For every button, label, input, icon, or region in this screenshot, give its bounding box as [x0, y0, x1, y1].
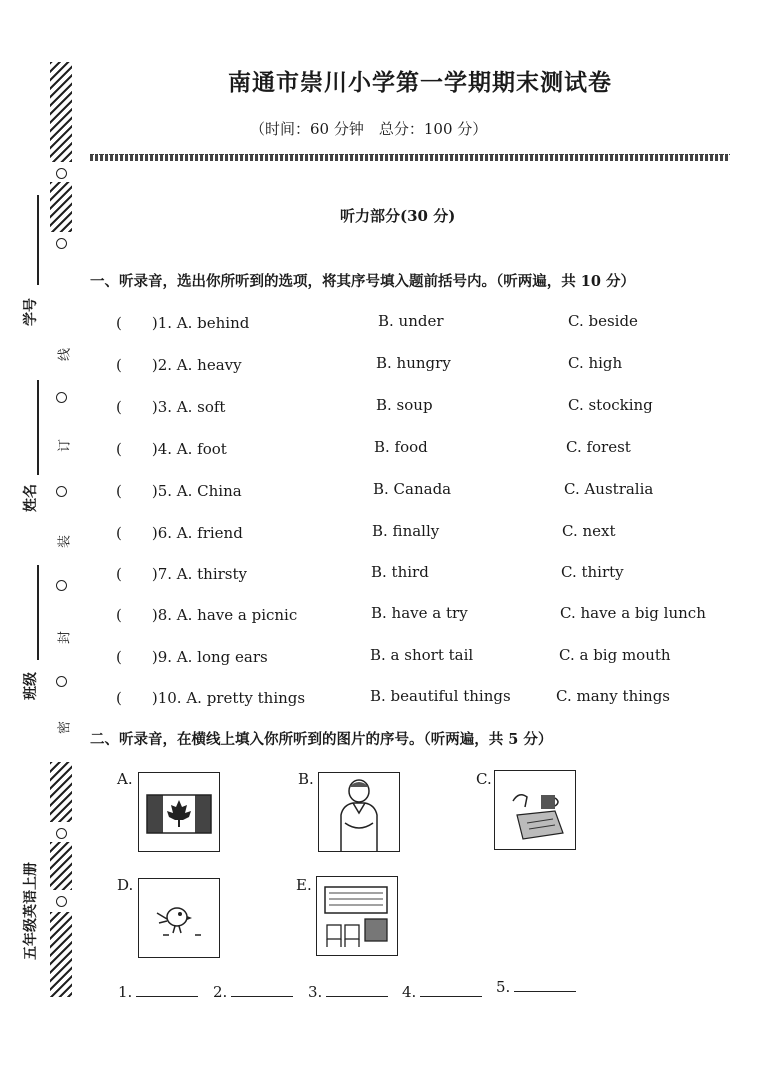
field-line — [37, 565, 39, 660]
binding-hole — [56, 828, 67, 839]
answer-blank[interactable] — [496, 978, 576, 996]
question-row — [116, 396, 736, 418]
binding-hatch — [50, 842, 72, 890]
question-row — [116, 354, 736, 376]
blank-number: 4. — [402, 983, 417, 1001]
option-a: ( )3. A. soft — [116, 398, 226, 416]
name-label: 姓名 — [23, 484, 39, 512]
option-a: ( )1. A. behind — [116, 314, 250, 332]
question-row — [116, 522, 736, 544]
divider — [90, 154, 730, 161]
option-a: ( )4. A. foot — [116, 440, 227, 458]
binding-word: 密 — [57, 721, 73, 735]
picture-label: C. — [476, 770, 492, 788]
exam-info: （时间：60 分钟 总分：100 分） — [250, 120, 488, 138]
binding-hole — [56, 676, 67, 687]
option-b: B. third — [371, 563, 429, 581]
page-title: 南通市崇川小学第一学期期末测试卷 — [228, 69, 612, 96]
option-b: B. a short tail — [370, 646, 474, 664]
blank-line[interactable] — [420, 984, 482, 997]
classroom-icon — [316, 876, 398, 956]
blank-line[interactable] — [231, 984, 293, 997]
question-row — [116, 312, 736, 334]
binding-hole — [56, 486, 67, 497]
binding-hole — [56, 168, 67, 179]
question-row — [116, 687, 736, 709]
option-b: B. finally — [372, 522, 440, 540]
blank-number: 1. — [118, 983, 133, 1001]
binding-hatch — [50, 762, 72, 822]
option-a: ( )8. A. have a picnic — [116, 606, 298, 624]
part1-heading: 一、听录音，选出你所听到的选项，将其序号填入题前括号内。（听两遍，共 10 分） — [90, 273, 636, 290]
option-c: C. Australia — [564, 480, 654, 498]
answer-blank[interactable] — [402, 983, 482, 1001]
binding-hole — [56, 392, 67, 403]
man-icon — [318, 772, 400, 852]
blank-line[interactable] — [326, 984, 388, 997]
binding-hole — [56, 580, 67, 591]
question-row — [116, 480, 736, 502]
picture-label: A. — [117, 770, 133, 788]
option-c: C. have a big lunch — [560, 604, 706, 622]
option-a: ( )5. A. China — [116, 482, 242, 500]
picture-label: E. — [296, 876, 312, 894]
option-c: C. thirty — [561, 563, 624, 581]
field-line — [37, 380, 39, 475]
option-a: ( )7. A. thirsty — [116, 565, 248, 583]
question-row — [116, 438, 736, 460]
blank-number: 5. — [496, 978, 511, 996]
option-b: B. beautiful things — [370, 687, 511, 705]
binding-hatch-bottom — [50, 912, 72, 997]
binding-hole — [56, 238, 67, 249]
blank-number: 2. — [213, 983, 228, 1001]
binding-word: 封 — [57, 631, 73, 645]
option-b: B. have a try — [371, 604, 468, 622]
option-c: C. next — [562, 522, 616, 540]
student-number-label: 学号 — [23, 298, 39, 326]
writing-tea-icon — [494, 770, 576, 850]
blank-line[interactable] — [136, 984, 198, 997]
option-a: ( )9. A. long ears — [116, 648, 268, 666]
part2-heading: 二、听录音，在横线上填入你所听到的图片的序号。（听两遍，共 5 分） — [90, 731, 553, 748]
binding-hatch — [50, 182, 72, 232]
question-row — [116, 604, 736, 626]
option-b: B. food — [374, 438, 428, 456]
question-row — [116, 563, 736, 585]
answer-blank[interactable] — [308, 983, 388, 1001]
picture-label: D. — [117, 876, 134, 894]
bird-icon — [138, 878, 220, 958]
option-c: C. many things — [556, 687, 670, 705]
option-b: B. Canada — [373, 480, 452, 498]
option-b: B. soup — [376, 396, 433, 414]
option-a: ( )2. A. heavy — [116, 356, 242, 374]
option-a: ( )10. A. pretty things — [116, 689, 306, 707]
option-b: B. under — [378, 312, 444, 330]
binding-word: 订 — [57, 439, 73, 453]
binding-hole — [56, 896, 67, 907]
option-c: C. stocking — [568, 396, 653, 414]
binding-word: 线 — [57, 348, 73, 362]
option-b: B. hungry — [376, 354, 451, 372]
option-c: C. beside — [568, 312, 638, 330]
option-a: ( )6. A. friend — [116, 524, 243, 542]
class-label: 班级 — [23, 672, 39, 700]
picture-label: B. — [298, 770, 314, 788]
option-c: C. high — [568, 354, 623, 372]
answer-blank[interactable] — [213, 983, 293, 1001]
option-c: C. forest — [566, 438, 631, 456]
grade-label: 五年级英语上册 — [23, 862, 39, 960]
answer-blank[interactable] — [118, 983, 198, 1001]
binding-word: 装 — [57, 535, 73, 549]
blank-line[interactable] — [514, 979, 576, 992]
question-row — [116, 646, 736, 668]
section-title: 听力部分(30 分) — [340, 207, 456, 225]
canada-flag-icon — [138, 772, 220, 852]
blank-number: 3. — [308, 983, 323, 1001]
option-c: C. a big mouth — [559, 646, 671, 664]
field-line — [37, 195, 39, 285]
